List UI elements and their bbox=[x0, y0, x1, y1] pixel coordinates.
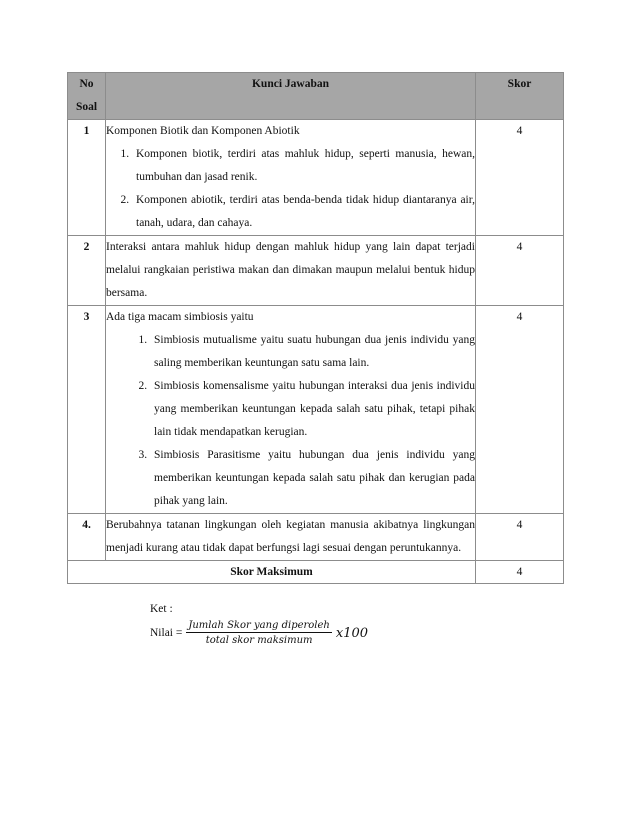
answer-cell bbox=[106, 306, 476, 514]
table-row bbox=[68, 306, 564, 514]
row-number: 1 bbox=[68, 120, 106, 236]
table-row bbox=[68, 236, 564, 306]
formula-lhs: Nilai = bbox=[150, 627, 183, 639]
row-number: 2 bbox=[68, 236, 106, 306]
answer-list bbox=[124, 329, 475, 513]
answer-key-table bbox=[67, 72, 564, 584]
list-item: 1. Simbiosis mutualisme yaitu suatu hubungan dua jenis individu yang saling memberikan keuntungan satu sama lain. bbox=[150, 329, 475, 375]
answer-cell bbox=[106, 514, 476, 561]
score-cell: 4 bbox=[476, 306, 564, 514]
total-row bbox=[68, 561, 564, 584]
answer-cell bbox=[106, 120, 476, 236]
answer-intro: Ada tiga macam simbiosis yaitu bbox=[106, 311, 254, 323]
header-no-soal: No Soal bbox=[68, 73, 106, 120]
row-number: 4. bbox=[68, 514, 106, 561]
table-row bbox=[68, 514, 564, 561]
note-label: Ket : bbox=[150, 603, 173, 615]
formula-numerator: Jumlah Skor yang diperoleh bbox=[188, 620, 330, 631]
total-score: 4 bbox=[476, 561, 564, 584]
list-item: 2. Simbiosis komensalisme yaitu hubungan interaksi dua jenis individu yang memberikan keuntungan kepada salah satu pihak, tetapi pihak lain tidak mendapatkan kerugian. bbox=[150, 375, 475, 444]
score-cell: 4 bbox=[476, 120, 564, 236]
total-label: Skor Maksimum bbox=[68, 561, 476, 584]
formula-fraction bbox=[186, 620, 332, 646]
answer-list bbox=[106, 143, 475, 235]
table-header-row bbox=[68, 73, 564, 120]
score-formula bbox=[150, 620, 368, 646]
answer-intro: Komponen Biotik dan Komponen Abiotik bbox=[106, 125, 300, 137]
list-item: 2. Komponen abiotik, terdiri atas benda-benda tidak hidup diantaranya air, tanah, udara, dan cahaya. bbox=[132, 189, 475, 235]
score-cell: 4 bbox=[476, 236, 564, 306]
row-number: 3 bbox=[68, 306, 106, 514]
list-item: 1. Komponen biotik, terdiri atas mahluk hidup, seperti manusia, hewan, tumbuhan dan jasad renik. bbox=[132, 143, 475, 189]
answer-intro: Berubahnya tatanan lingkungan oleh kegiatan manusia akibatnya lingkungan menjadi kurang atau tidak dapat berfungsi lagi sesuai dengan peruntukannya. bbox=[106, 519, 475, 554]
header-kunci-jawaban: Kunci Jawaban bbox=[106, 73, 476, 120]
formula-denominator: total skor maksimum bbox=[205, 635, 313, 646]
answer-cell bbox=[106, 236, 476, 306]
header-skor: Skor bbox=[476, 73, 564, 120]
answer-intro: Interaksi antara mahluk hidup dengan mahluk hidup yang lain dapat terjadi melalui rangkaian peristiwa makan dan dimakan maupun melalui bentuk hidup bersama. bbox=[106, 241, 475, 299]
formula-multiplier: x100 bbox=[335, 625, 369, 641]
score-cell: 4 bbox=[476, 514, 564, 561]
list-item: 3. Simbiosis Parasitisme yaitu hubungan dua jenis individu yang memberikan keuntungan kepada salah satu pihak dan kerugian pada pihak yang lain. bbox=[150, 444, 475, 513]
table-row bbox=[68, 120, 564, 236]
